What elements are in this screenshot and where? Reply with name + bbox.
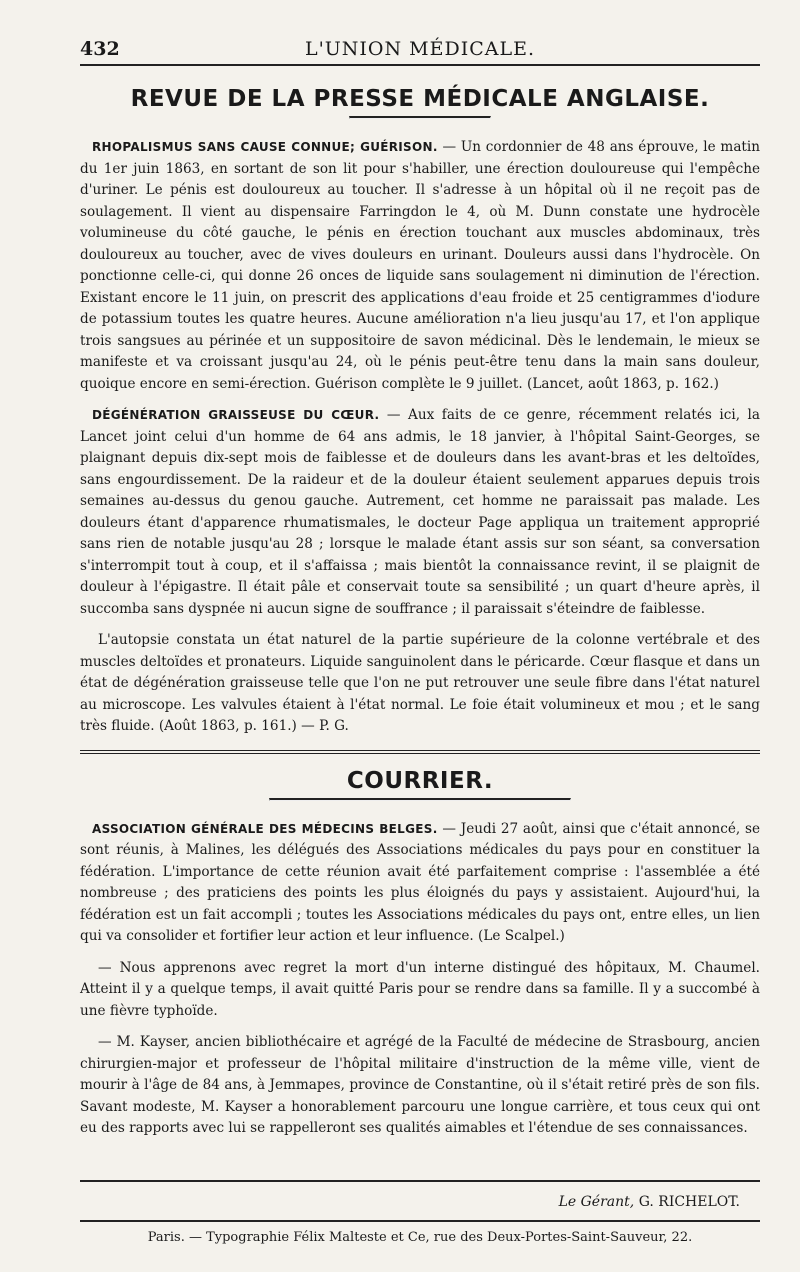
- title-underline: [349, 116, 491, 119]
- article-text: — Un cordonnier de 48 ans éprouve, le matin du 1er juin 1863, en sortant de son lit pour s'habiller, une érection douloureuse qui l'empêche d'uriner. Le pénis est douloureux au toucher. Il s'adresse à un hôpital où il ne reçoit pas de soulagement. Il vient au dispensaire Farringdon le 4, où M. Dunn constate une hydrocèle volumineuse du côté gauche, le pénis en érection touchant aux muscles abdominaux, très douloureux au toucher, avec de vives douleurs en urinant. Douleurs aussi dans l'hydrocèle. On ponctionne celle-ci, qui donne 26 onces de liquide sans soulagement ni diminution de l'érection. Existant encore le 11 juin, on prescrit des applications d'eau froide et 25 centigrammes d'iodure de potassium toutes les quatre heures. Aucune amélioration n'a lieu jusqu'au 17, et l'on applique trois sangsues au périnée et un suppositoire de savon médicinal. Dès le lendemain, le mieux se manifeste et va croissant jusqu'au 24, où le pénis peut-être tenu dans la main sans douleur, quoique encore en semi-érection. Guérison complète le 9 juillet. (Lancet, août 1863, p. 162.): [80, 139, 760, 392]
- signature-label: Le Gérant,: [558, 1193, 635, 1210]
- section-title-revue: REVUE DE LA PRESSE MÉDICALE ANGLAISE.: [130, 86, 710, 112]
- signature: [80, 1194, 740, 1210]
- news-heading: ASSOCIATION GÉNÉRALE DES MÉDECINS BELGES.: [92, 821, 438, 836]
- printer-imprint: Paris. — Typographie Félix Malteste et Ce, rue des Deux-Portes-Saint-Sauveur, 22.: [147, 1229, 693, 1245]
- page-number: 432: [80, 38, 120, 60]
- section-title-courrier: COURRIER.: [346, 767, 494, 794]
- title-underline: [269, 798, 571, 801]
- news-text: — Jeudi 27 août, ainsi que c'était annoncé, se sont réunis, à Malines, les délégués des Associations médicales du pays pour en constituer la fédération. L'importance de cette réunion avait été parfaitement comprise : l'assemblée a été nombreuse ; des praticiens des points les plus éloignés du pays y assistaient. Aujourd'hui, la fédération est un fait accompli ; toutes les Associations médicales du pays ont, entre elles, un lien qui va consolider et fortifier leur action et leur influence. (Le Scalpel.): [80, 820, 761, 944]
- article-text: — Aux faits de ce genre, récemment relatés ici, la Lancet joint celui d'un homme de 64 ans admis, le 18 janvier, à l'hôpital Saint-Georges, se plaignant depuis dix-sept mois de faiblesse et de douleurs dans les avant-bras et les deltoïdes, sans engourdissement. De la raideur et de la douleur étaient seulement apparues depuis trois semaines au-dessus du genou gauche. Autrement, cet homme ne paraissait pas malade. Les douleurs étant d'apparence rhumatismales, le docteur Page appliqua un traitement approprié sans rien de notable jusqu'au 28 ; lorsque le malade étant assis sur son séant, sa conversation s'interrompit tout à coup, et il s'affaissa ; mais bientôt la connaissance revint, il se plaignit de douleur à l'épigastre. Il était pâle et conservait toute sa sensibilité ; un quart d'heure après, il succomba sans dyspnée ni aucun signe de souffrance ; il paraissait s'éteindre de faiblesse.: [80, 407, 761, 617]
- header-rule: [80, 64, 760, 66]
- news-association-belges: [80, 819, 760, 948]
- news-kayser: — M. Kayser, ancien bibliothécaire et agrégé de la Faculté de médecine de Strasbourg, ancien chirurgien-major et professeur de l'hôpital militaire d'instruction de la même ville, vient de mourir à l'âge de 84 ans, à Jemmapes, province de Constantine, où il s'était retiré près de son fils. Savant modeste, M. Kayser a honorablement parcouru une longue carrière, et tous ceux qui ont eu des rapports avec lui se rappelleront ses qualités aimables et l'étendue de ses connaissances.: [80, 1034, 760, 1136]
- section-divider: [80, 750, 760, 754]
- running-head: [80, 30, 760, 64]
- article-rhopalismus: [80, 137, 760, 395]
- article-degeneration: [80, 405, 760, 620]
- article-continuation: L'autopsie constata un état naturel de la partie supérieure de la colonne vertébrale et des muscles deltoïdes et pronateurs. Liquide sanguinolent dans le péricarde. Cœur flasque et dans un état de dégénération graisseuse telle que l'on ne put retrouver une seule fibre dans l'état naturel au microscope. Les valvules étaient à l'état normal. Le foie était volumineux et mou ; et le sang très fluide. (Août 1863, p. 161.) — P. G.: [80, 632, 760, 734]
- article-heading: DÉGÉNÉRATION GRAISSEUSE DU CŒUR.: [92, 408, 380, 422]
- journal-title: L'UNION MÉDICALE.: [304, 38, 536, 60]
- footer-rule-bottom: [80, 1220, 760, 1222]
- signature-name: G. RICHELOT.: [638, 1193, 740, 1210]
- footer-rule-top: [80, 1180, 760, 1182]
- article-heading: RHOPALISMUS SANS CAUSE CONNUE; GUÉRISON.: [92, 140, 438, 154]
- news-chaumel: — Nous apprenons avec regret la mort d'un interne distingué des hôpitaux, M. Chaumel. Atteint il y a quelque temps, il avait quitté Paris pour se rendre dans sa famille. Il y a succombé à une fièvre typhoïde.: [80, 959, 760, 1019]
